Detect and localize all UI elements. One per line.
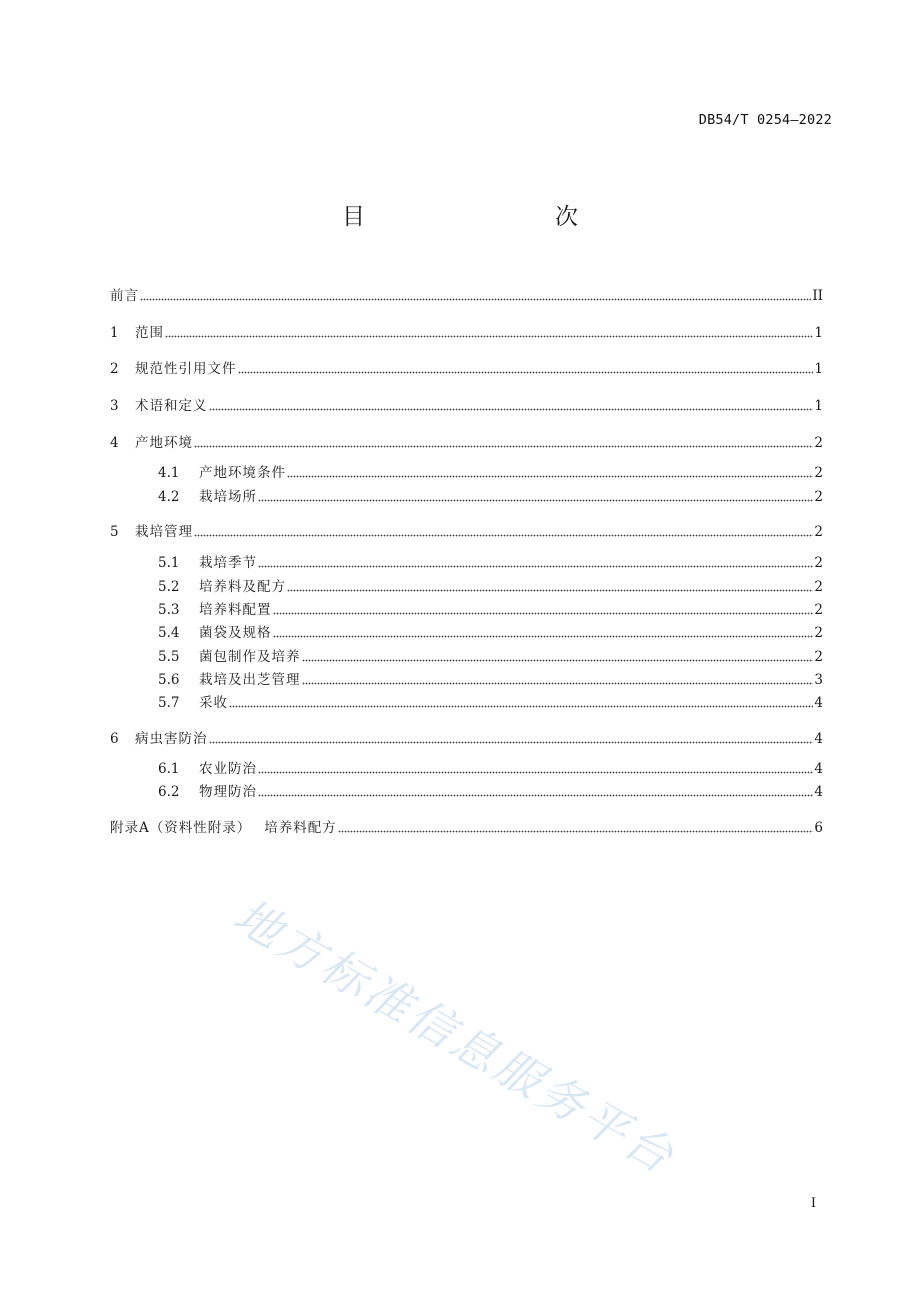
toc-entry-label: 附录A（资料性附录） 培养料配方 [110,820,337,836]
toc-entry-label: 栽培场所 [199,489,257,505]
toc-leader-dots [338,829,814,833]
toc-entry-number: 5.7 [158,695,180,711]
toc-entry-label: 产地环境 [135,435,193,451]
toc-entry-label: 规范性引用文件 [135,361,237,377]
toc-entry-2[interactable] [110,359,823,379]
toc-entry-number: 6.2 [158,784,180,800]
toc-entry-label: 栽培季节 [199,555,257,571]
toc-entry-number: 4.1 [158,465,180,481]
toc-entry-page: 2 [814,524,823,540]
toc-entry-4-1[interactable] [158,463,823,483]
toc-leader-dots [258,770,813,774]
toc-entry-page: 2 [814,555,823,571]
toc-entry-number: 6 [110,731,119,747]
toc-entry-page: 1 [814,361,823,377]
toc-entry-page: 2 [814,625,823,641]
toc-entry-page: 3 [814,672,823,688]
toc-leader-dots [194,444,813,448]
toc-title: 目 次 [342,204,626,230]
toc-entry-number: 5 [110,524,119,540]
toc-leader-dots [273,611,814,615]
toc-entry-label: 培养料及配方 [199,579,286,595]
page-number: I [810,1196,816,1211]
toc-leader-dots [258,793,813,797]
toc-entry-appendix-a[interactable] [110,818,823,838]
toc-entry-page: 4 [814,731,823,747]
toc-entry-5-7[interactable] [158,693,823,713]
toc-entry-page: 4 [814,761,823,777]
toc-entry-label: 菌袋及规格 [199,625,272,641]
toc-entry-page: 2 [814,579,823,595]
toc-entry-6[interactable] [110,729,823,749]
toc-entry-4-2[interactable] [158,487,823,507]
toc-entry-page: II [812,288,823,304]
toc-leader-dots [258,564,813,568]
toc-leader-dots [140,297,811,301]
toc-leader-dots [194,533,813,537]
toc-entry-label: 范围 [135,325,164,341]
toc-entry-number: 4 [110,435,119,451]
toc-leader-dots [209,740,814,744]
toc-entry-5-3[interactable] [158,600,823,620]
toc-entry-5-6[interactable] [158,670,823,690]
toc-entry-number: 5.3 [158,602,180,618]
toc-entry-page: 2 [814,465,823,481]
toc-entry-5-5[interactable] [158,647,823,667]
toc-entry-3[interactable] [110,396,823,416]
toc-entry-foreword[interactable] [110,286,823,306]
toc-entry-number: 5.1 [158,555,180,571]
toc-entry-label: 农业防治 [199,761,257,777]
toc-entry-label: 产地环境条件 [199,465,286,481]
toc-entry-5-2[interactable] [158,577,823,597]
toc-entry-label: 前言 [110,288,139,304]
toc-entry-number: 1 [110,325,119,341]
toc-entry-page: 2 [814,602,823,618]
toc-entry-5-1[interactable] [158,553,823,573]
toc-entry-page: 2 [814,435,823,451]
toc-entry-4[interactable] [110,433,823,453]
toc-entry-label: 采收 [199,695,228,711]
toc-entry-number: 6.1 [158,761,180,777]
toc-entry-page: 4 [814,695,823,711]
toc-leader-dots [302,681,814,685]
toc-leader-dots [287,588,813,592]
toc-entry-page: 2 [814,489,823,505]
toc-entry-page: 6 [814,820,823,836]
toc-entry-1[interactable] [110,323,823,343]
toc-entry-label: 菌包制作及培养 [199,649,301,665]
toc-entry-number: 5.4 [158,625,180,641]
toc-entry-number: 3 [110,398,119,414]
toc-entry-number: 5.5 [158,649,180,665]
toc-entry-label: 术语和定义 [135,398,208,414]
toc-entry-page: 4 [814,784,823,800]
toc-entry-6-2[interactable] [158,782,823,802]
toc-entry-label: 栽培及出芝管理 [199,672,301,688]
toc-leader-dots [258,498,813,502]
watermark-text: 地方标准信息服务平台 [225,888,686,1185]
toc-entry-label: 栽培管理 [135,524,193,540]
toc-entry-page: 1 [814,398,823,414]
document-code: DB54/T 0254—2022 [698,112,832,128]
toc-leader-dots [287,474,813,478]
toc-leader-dots [273,634,814,638]
toc-entry-5[interactable] [110,522,823,542]
toc-entry-5-4[interactable] [158,623,823,643]
toc-entry-number: 4.2 [158,489,180,505]
toc-entry-number: 5.6 [158,672,180,688]
toc-leader-dots [165,334,813,338]
toc-leader-dots [238,370,814,374]
toc-leader-dots [209,407,814,411]
toc-leader-dots [302,658,814,662]
toc-entry-page: 1 [814,325,823,341]
toc-entry-label: 培养料配置 [199,602,272,618]
toc-entry-label: 病虫害防治 [135,731,208,747]
toc-entry-number: 5.2 [158,579,180,595]
toc-entry-page: 2 [814,649,823,665]
toc-entry-number: 2 [110,361,119,377]
toc-entry-label: 物理防治 [199,784,257,800]
toc-leader-dots [229,704,813,708]
toc-entry-6-1[interactable] [158,759,823,779]
